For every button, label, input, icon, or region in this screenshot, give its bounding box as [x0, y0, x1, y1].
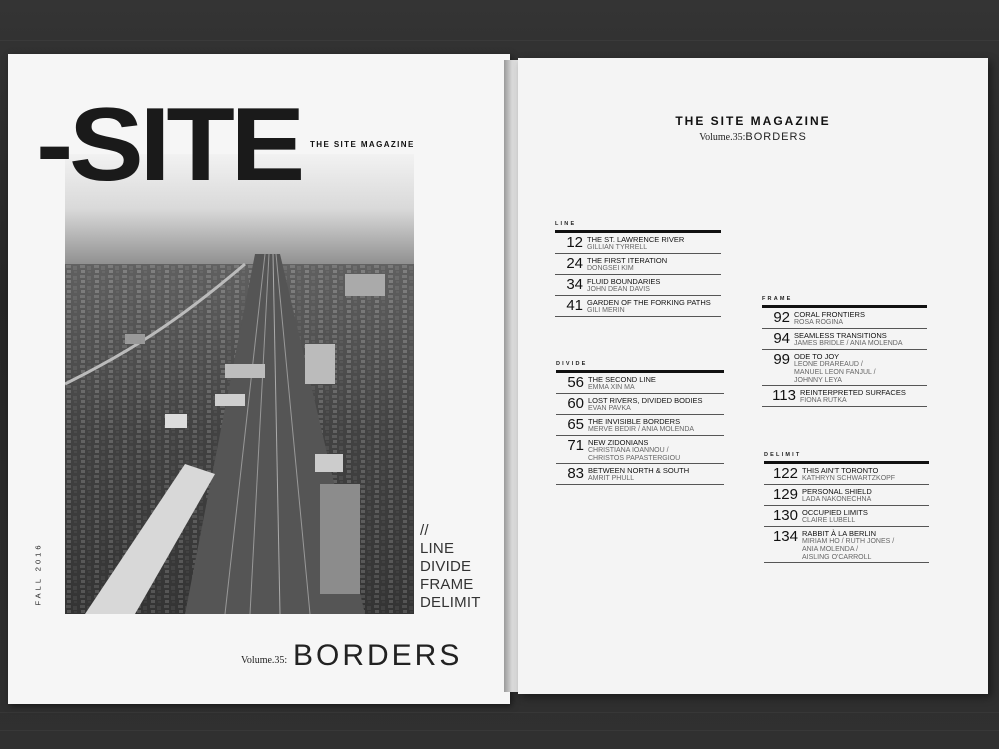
cover-issue-title: BORDERS: [293, 639, 463, 672]
magazine-cover: [8, 54, 510, 704]
toc-article-title: THE FIRST ITERATION: [587, 256, 668, 265]
toc-page-number: 134: [772, 528, 798, 545]
toc-article-title: CORAL FRONTIERS: [794, 310, 865, 319]
toc-page-number: 41: [566, 297, 583, 314]
toc-heading: DELIMIT: [764, 452, 802, 458]
toc-entry: [556, 373, 724, 394]
toc-section-line: [555, 221, 721, 317]
toc-page-number: 99: [773, 351, 790, 368]
site-logo-text: -SITE: [36, 94, 302, 190]
cover-section-line: LINE: [420, 540, 455, 557]
toc-page-number: 24: [566, 255, 583, 272]
toc-author: FIONA RUTKA: [800, 397, 847, 404]
toc-entry: [556, 436, 724, 464]
toc-article-title: THE SECOND LINE: [588, 375, 656, 384]
cover-section-divide: DIVIDE: [420, 558, 472, 575]
toc-entry: [764, 485, 929, 506]
toc-article-title: FLUID BOUNDARIES: [587, 277, 661, 286]
toc-article-title: REINTERPRETED SURFACES: [800, 388, 906, 397]
toc-author: GILI MERIN: [587, 307, 625, 314]
toc-author: JOHNNY LEYA: [794, 377, 842, 384]
toc-author: AISLING O'CARROLL: [802, 554, 872, 561]
toc-article-title: RABBIT À LA BERLIN: [802, 529, 877, 538]
toc-article-title: THE ST. LAWRENCE RIVER: [587, 235, 685, 244]
contents-volume-title: BORDERS: [745, 131, 807, 143]
toc-heading: DIVIDE: [556, 361, 588, 367]
toc-page-number: 113: [772, 387, 796, 404]
toc-article-title: THIS AIN'T TORONTO: [802, 466, 879, 475]
toc-page-number: 92: [773, 309, 790, 326]
toc-heading: LINE: [555, 221, 577, 227]
cover-volume: Volume.35:: [241, 655, 288, 666]
toc-article-title: THE INVISIBLE BORDERS: [588, 417, 681, 426]
toc-author: EVAN PAVKA: [588, 405, 631, 412]
toc-page-number: 94: [773, 330, 790, 347]
toc-entry: [556, 464, 724, 485]
toc-article-title: PERSONAL SHIELD: [802, 487, 872, 496]
toc-author: LEONE DRAREAUD /: [794, 361, 863, 368]
toc-section-frame: [762, 296, 927, 407]
toc-entry: [764, 464, 929, 485]
toc-entry: [762, 329, 927, 350]
toc-author: JOHN DEAN DAVIS: [587, 286, 650, 293]
toc-section-divide: [556, 361, 724, 485]
toc-article-title: GARDEN OF THE FORKING PATHS: [587, 298, 711, 307]
toc-page-number: 129: [772, 486, 798, 503]
cover-section-list: [420, 522, 508, 612]
cover-section-frame: FRAME: [420, 576, 474, 593]
toc-author: MANUEL LEON FANJUL /: [794, 369, 876, 376]
toc-article-title: OCCUPIED LIMITS: [802, 508, 868, 517]
cover-section-mark: //: [420, 522, 429, 539]
toc-entry: [556, 394, 724, 415]
toc-page-number: 83: [567, 465, 584, 482]
toc-entry: [762, 386, 927, 407]
cover-season: [32, 524, 44, 624]
toc-author: DONGSEI KIM: [587, 265, 634, 272]
cover-magazine-name: THE SITE MAGAZINE: [310, 140, 415, 149]
toc-author: GILLIAN TYRRELL: [587, 244, 648, 251]
cover-photo-aerial-city: [65, 154, 414, 614]
contents-volume: [518, 131, 988, 143]
toc-entry: [555, 254, 721, 275]
toc-author: CHRISTIANA IOANNOU /: [588, 447, 669, 454]
toc-entry: [764, 527, 929, 563]
toc-entry: [764, 506, 929, 527]
contents-title: THE SITE MAGAZINE: [675, 114, 831, 128]
toc-article-title: ODE TO JOY: [794, 352, 840, 361]
toc-entry: [556, 415, 724, 436]
toc-entry: [555, 233, 721, 254]
toc-author: AMRIT PHULL: [588, 475, 635, 482]
toc-author: KATHRYN SCHWARTZKOPF: [802, 475, 896, 482]
contents-page: [518, 58, 988, 694]
toc-article-title: BETWEEN NORTH & SOUTH: [588, 466, 690, 475]
contents-volume-prefix: Volume.35:: [699, 132, 746, 143]
toc-page-number: 71: [567, 437, 584, 454]
toc-entry: [762, 308, 927, 329]
site-logo: [36, 94, 306, 190]
toc-author: ANIA MOLENDA /: [802, 546, 859, 553]
toc-article-title: SEAMLESS TRANSITIONS: [794, 331, 887, 340]
cover-season-text: FALL 2016: [33, 542, 43, 606]
toc-article-title: LOST RIVERS, DIVIDED BODIES: [588, 396, 703, 405]
toc-page-number: 60: [567, 395, 584, 412]
toc-author: MERVE BEDIR / ANIA MOLENDA: [588, 426, 695, 433]
toc-section-delimit: [764, 452, 929, 563]
toc-page-number: 65: [567, 416, 584, 433]
toc-article-title: NEW ZIDONIANS: [588, 438, 649, 447]
toc-author: JAMES BRIDLE / ANIA MOLENDA: [794, 340, 903, 347]
toc-entry: [762, 350, 927, 386]
toc-page-number: 12: [566, 234, 583, 251]
toc-author: CLAIRE LUBELL: [802, 517, 856, 524]
toc-entry: [555, 275, 721, 296]
cover-section-delimit: DELIMIT: [420, 594, 481, 611]
toc-page-number: 122: [772, 465, 798, 482]
toc-author: MIRIAM HO / RUTH JONES /: [802, 538, 895, 545]
toc-page-number: 130: [772, 507, 798, 524]
toc-page-number: 56: [567, 374, 584, 391]
toc-author: CHRISTOS PAPASTERGIOU: [588, 455, 681, 462]
toc-entry: [555, 296, 721, 317]
toc-heading: FRAME: [762, 296, 793, 302]
toc-author: LADA NAKONECHNA: [802, 496, 872, 503]
toc-author: ROSA ROGINA: [794, 319, 844, 326]
toc-page-number: 34: [566, 276, 583, 293]
toc-author: EMMA XIN MA: [588, 384, 635, 391]
